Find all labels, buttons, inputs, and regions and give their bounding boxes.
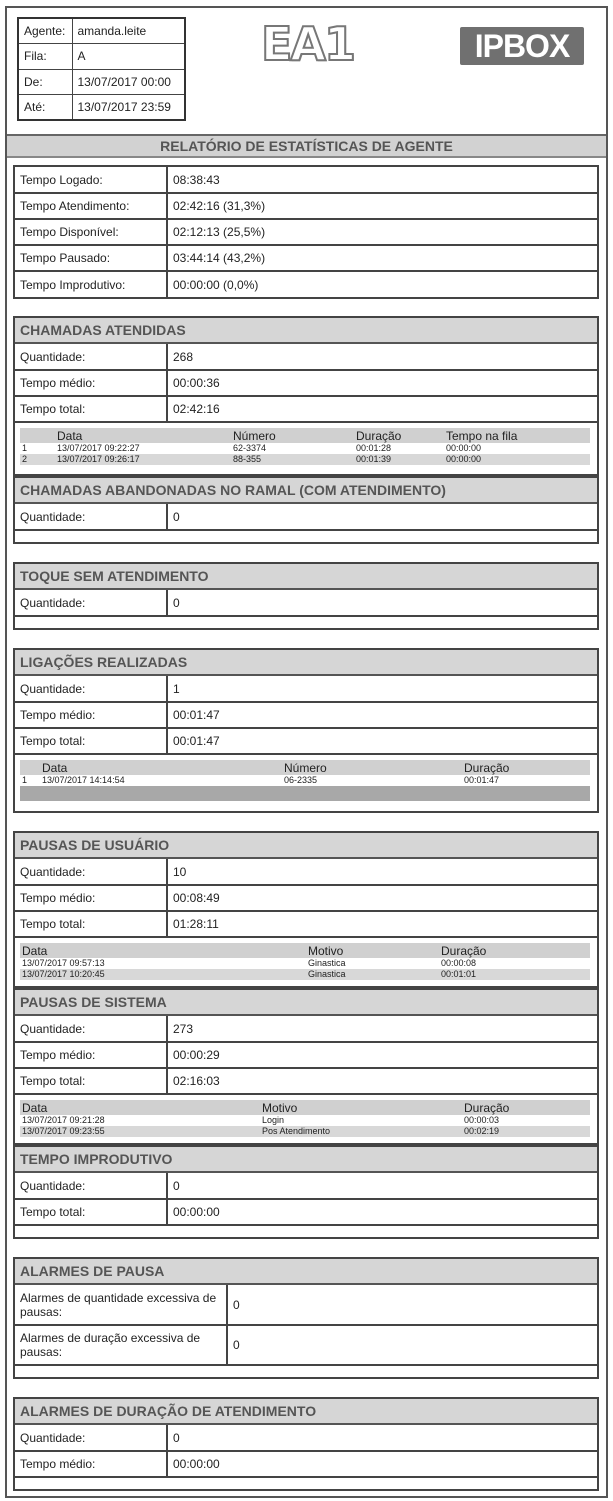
- table-header: [20, 428, 590, 443]
- user-pauses-table: [20, 943, 590, 980]
- table-header: [20, 760, 590, 775]
- stat-value: 00:08:49: [167, 885, 597, 911]
- summary-value: 03:44:14 (43,2%): [167, 245, 597, 271]
- stat-label: Tempo médio:: [15, 1042, 167, 1068]
- col-header: Duração: [462, 1100, 590, 1115]
- stat-row: [15, 1173, 597, 1199]
- table-row: [20, 775, 590, 786]
- section-title: PAUSAS DE SISTEMA: [15, 990, 597, 1016]
- ring-no-answer-block: [13, 562, 599, 630]
- stat-label: Quantidade:: [15, 859, 167, 885]
- cell: 00:00:03: [464, 1115, 500, 1125]
- stat-row: [15, 1068, 597, 1094]
- stat-value: 00:01:47: [167, 728, 597, 754]
- cell: 00:00:08: [441, 958, 477, 968]
- stat-row: [15, 1285, 597, 1325]
- section-title: TOQUE SEM ATENDIMENTO: [15, 564, 597, 590]
- section-title: LIGAÇÕES REALIZADAS: [15, 650, 597, 676]
- report-page: [5, 6, 608, 1498]
- stat-label: Quantidade:: [15, 1016, 167, 1042]
- cell: 62-3374: [233, 443, 267, 453]
- pause-alarms-block: [13, 1257, 599, 1379]
- cell: 13/07/2017 09:57:13: [22, 958, 105, 968]
- section-title: TEMPO IMPRODUTIVO: [15, 1147, 597, 1173]
- block-spacer: [15, 531, 597, 542]
- stat-row: [15, 1199, 597, 1225]
- stat-label: Tempo médio:: [15, 1451, 167, 1477]
- stat-value: 0: [227, 1325, 597, 1365]
- filter-info-table: [17, 17, 186, 121]
- stat-label: Alarmes de quantidade excessiva de pausas:: [15, 1285, 227, 1325]
- col-header: [20, 428, 55, 443]
- cell: 13/07/2017 09:23:55: [20, 1126, 260, 1137]
- table-row: [20, 1115, 590, 1126]
- stat-value: 00:00:00: [167, 1199, 597, 1225]
- stat-value: 273: [167, 1016, 597, 1042]
- stat-label: Quantidade:: [15, 344, 167, 370]
- info-value: amanda.leite: [72, 18, 185, 44]
- report-code-mark: EA1: [261, 17, 355, 71]
- summary-label: Tempo Logado:: [15, 167, 167, 193]
- abandoned-calls-block: [13, 476, 599, 544]
- cell: 13/07/2017 09:22:27: [57, 443, 140, 453]
- stat-row: [15, 911, 597, 937]
- table-header: [20, 943, 590, 958]
- stat-row: [15, 702, 597, 728]
- stat-label: Tempo total:: [15, 1068, 167, 1094]
- col-header: Número: [282, 760, 462, 775]
- info-value: 13/07/2017 23:59: [72, 95, 185, 121]
- answered-calls-table: [20, 428, 590, 465]
- summary-row: [15, 193, 597, 219]
- cell: 00:02:19: [462, 1126, 590, 1137]
- info-row-from: [18, 69, 185, 95]
- table-row: [20, 969, 590, 980]
- info-label: Agente:: [18, 18, 72, 44]
- stat-row: [15, 396, 597, 422]
- stat-row: [15, 1451, 597, 1477]
- ring-stats-table: [15, 590, 597, 617]
- cell: 1: [22, 775, 28, 785]
- col-header: Duração: [354, 428, 444, 443]
- info-label: De:: [18, 69, 72, 95]
- cell: 13/07/2017 09:21:28: [22, 1115, 105, 1125]
- col-header: Motivo: [260, 1100, 462, 1115]
- cell: 00:00:00: [446, 443, 482, 453]
- summary-value: 08:38:43: [167, 167, 597, 193]
- block-spacer: [15, 1478, 597, 1489]
- stat-value: 268: [167, 344, 597, 370]
- stat-value: 10: [167, 859, 597, 885]
- answered-stats-table: [15, 344, 597, 423]
- info-label: Fila:: [18, 44, 72, 70]
- stat-value: 0: [167, 590, 597, 616]
- system-pauses-block: [13, 988, 599, 1145]
- outbound-stats-table: [15, 676, 597, 755]
- cell: Pos Atendimento: [260, 1126, 462, 1137]
- block-spacer: [15, 1366, 597, 1377]
- stat-label: Tempo médio:: [15, 702, 167, 728]
- summary-label: Tempo Pausado:: [15, 245, 167, 271]
- stat-value: 1: [167, 676, 597, 702]
- stat-row: [15, 1425, 597, 1451]
- cell: 06-2335: [284, 775, 318, 785]
- stat-value: 0: [227, 1285, 597, 1325]
- col-header: Data: [40, 760, 282, 775]
- col-header: Duração: [439, 943, 590, 958]
- stat-value: 00:00:00: [167, 1451, 597, 1477]
- info-label: Até:: [18, 95, 72, 121]
- summary-row: [15, 245, 597, 271]
- stat-value: 0: [167, 1425, 597, 1451]
- cell: 00:01:01: [439, 969, 590, 980]
- stat-row: [15, 504, 597, 530]
- stat-row: [15, 1325, 597, 1365]
- cell: 00:00:00: [444, 454, 590, 465]
- info-row-agent: [18, 18, 185, 44]
- duration-alarms-stats-table: [15, 1425, 597, 1478]
- table-row: [20, 454, 590, 465]
- col-header: Data: [55, 428, 231, 443]
- summary-label: Tempo Disponível:: [15, 219, 167, 245]
- stat-label: Tempo médio:: [15, 370, 167, 396]
- section-title: ALARMES DE PAUSA: [15, 1259, 597, 1285]
- stat-label: Quantidade:: [15, 1425, 167, 1451]
- answered-calls-block: [13, 316, 599, 476]
- info-value: 13/07/2017 00:00: [72, 69, 185, 95]
- stat-value: 0: [167, 1173, 597, 1199]
- stat-value: 00:01:47: [167, 702, 597, 728]
- col-header: Tempo na fila: [444, 428, 590, 443]
- stat-label: Tempo total:: [15, 911, 167, 937]
- cell: Login: [262, 1115, 285, 1125]
- cell: 13/07/2017 14:14:54: [42, 775, 125, 785]
- report-title: RELATÓRIO DE ESTATÍSTICAS DE AGENTE: [7, 134, 606, 158]
- cell: 13/07/2017 10:20:45: [20, 969, 306, 980]
- duration-alarms-block: [13, 1397, 599, 1491]
- stat-label: Tempo total:: [15, 396, 167, 422]
- section-title: CHAMADAS ATENDIDAS: [15, 318, 597, 344]
- table-row: [20, 958, 590, 969]
- stat-value: 00:00:36: [167, 370, 597, 396]
- section-title: ALARMES DE DURAÇÃO DE ATENDIMENTO: [15, 1399, 597, 1425]
- section-title: PAUSAS DE USUÁRIO: [15, 833, 597, 859]
- summary-label: Tempo Atendimento:: [15, 193, 167, 219]
- stat-label: Quantidade:: [15, 590, 167, 616]
- pause-alarms-stats-table: [15, 1285, 597, 1366]
- col-header: Data: [20, 943, 306, 958]
- block-spacer: [15, 1226, 597, 1237]
- summary-row: [15, 167, 597, 193]
- user-pauses-stats-table: [15, 859, 597, 938]
- cell: 00:01:28: [356, 443, 392, 453]
- info-value: A: [72, 44, 185, 70]
- stat-row: [15, 590, 597, 616]
- stat-row: [15, 859, 597, 885]
- table-header: [20, 1100, 590, 1115]
- table-row: [20, 443, 590, 454]
- summary-row: [15, 219, 597, 245]
- stat-row: [15, 885, 597, 911]
- unproductive-time-block: [13, 1145, 599, 1239]
- stat-value: 00:00:29: [167, 1042, 597, 1068]
- stat-label: Quantidade:: [15, 676, 167, 702]
- cell: 00:01:47: [464, 775, 500, 785]
- cell: 1: [22, 443, 28, 453]
- stat-row: [15, 370, 597, 396]
- stat-row: [15, 728, 597, 754]
- col-header: Duração: [462, 760, 590, 775]
- stat-label: Quantidade:: [15, 1173, 167, 1199]
- cell: Ginastica: [308, 958, 346, 968]
- table-row: [20, 1126, 590, 1137]
- abandoned-stats-table: [15, 504, 597, 531]
- stat-label: Tempo médio:: [15, 885, 167, 911]
- stat-row: [15, 676, 597, 702]
- outbound-calls-block: [13, 648, 599, 813]
- cell: 88-355: [231, 454, 354, 465]
- stat-row: [15, 1042, 597, 1068]
- cell: 00:01:39: [354, 454, 444, 465]
- stat-row: [15, 344, 597, 370]
- user-pauses-block: [13, 831, 599, 988]
- summary-block: [13, 165, 599, 299]
- report-header: [7, 8, 606, 132]
- stat-label: Alarmes de duração excessiva de pausas:: [15, 1325, 227, 1365]
- col-header: [20, 760, 40, 775]
- stat-row: [15, 1016, 597, 1042]
- stat-value: 0: [167, 504, 597, 530]
- cell: Ginastica: [306, 969, 439, 980]
- col-header: Número: [231, 428, 354, 443]
- section-title: CHAMADAS ABANDONADAS NO RAMAL (COM ATENDIMENTO): [15, 478, 597, 504]
- ipbox-logo: IPBOX: [460, 27, 584, 65]
- unproductive-stats-table: [15, 1173, 597, 1226]
- stat-label: Tempo total:: [15, 1199, 167, 1225]
- cell: 13/07/2017 09:26:17: [55, 454, 231, 465]
- table-footer-bar: [20, 786, 590, 801]
- summary-label: Tempo Improdutivo:: [15, 271, 167, 297]
- info-row-queue: [18, 44, 185, 70]
- stat-label: Quantidade:: [15, 504, 167, 530]
- summary-table: [15, 167, 597, 297]
- info-row-to: [18, 95, 185, 121]
- cell: 2: [20, 454, 55, 465]
- summary-value: 02:42:16 (31,3%): [167, 193, 597, 219]
- summary-value: 00:00:00 (0,0%): [173, 277, 259, 292]
- col-header: Motivo: [306, 943, 439, 958]
- summary-value: 02:12:13 (25,5%): [167, 219, 597, 245]
- stat-value: 01:28:11: [167, 911, 597, 937]
- stat-label: Tempo total:: [15, 728, 167, 754]
- col-header: Data: [20, 1100, 260, 1115]
- outbound-calls-table: [20, 760, 590, 801]
- stat-value: 02:42:16: [167, 396, 597, 422]
- system-pauses-table: [20, 1100, 590, 1137]
- system-pauses-stats-table: [15, 1016, 597, 1095]
- stat-value: 02:16:03: [167, 1068, 597, 1094]
- summary-row: [15, 271, 597, 297]
- block-spacer: [15, 617, 597, 628]
